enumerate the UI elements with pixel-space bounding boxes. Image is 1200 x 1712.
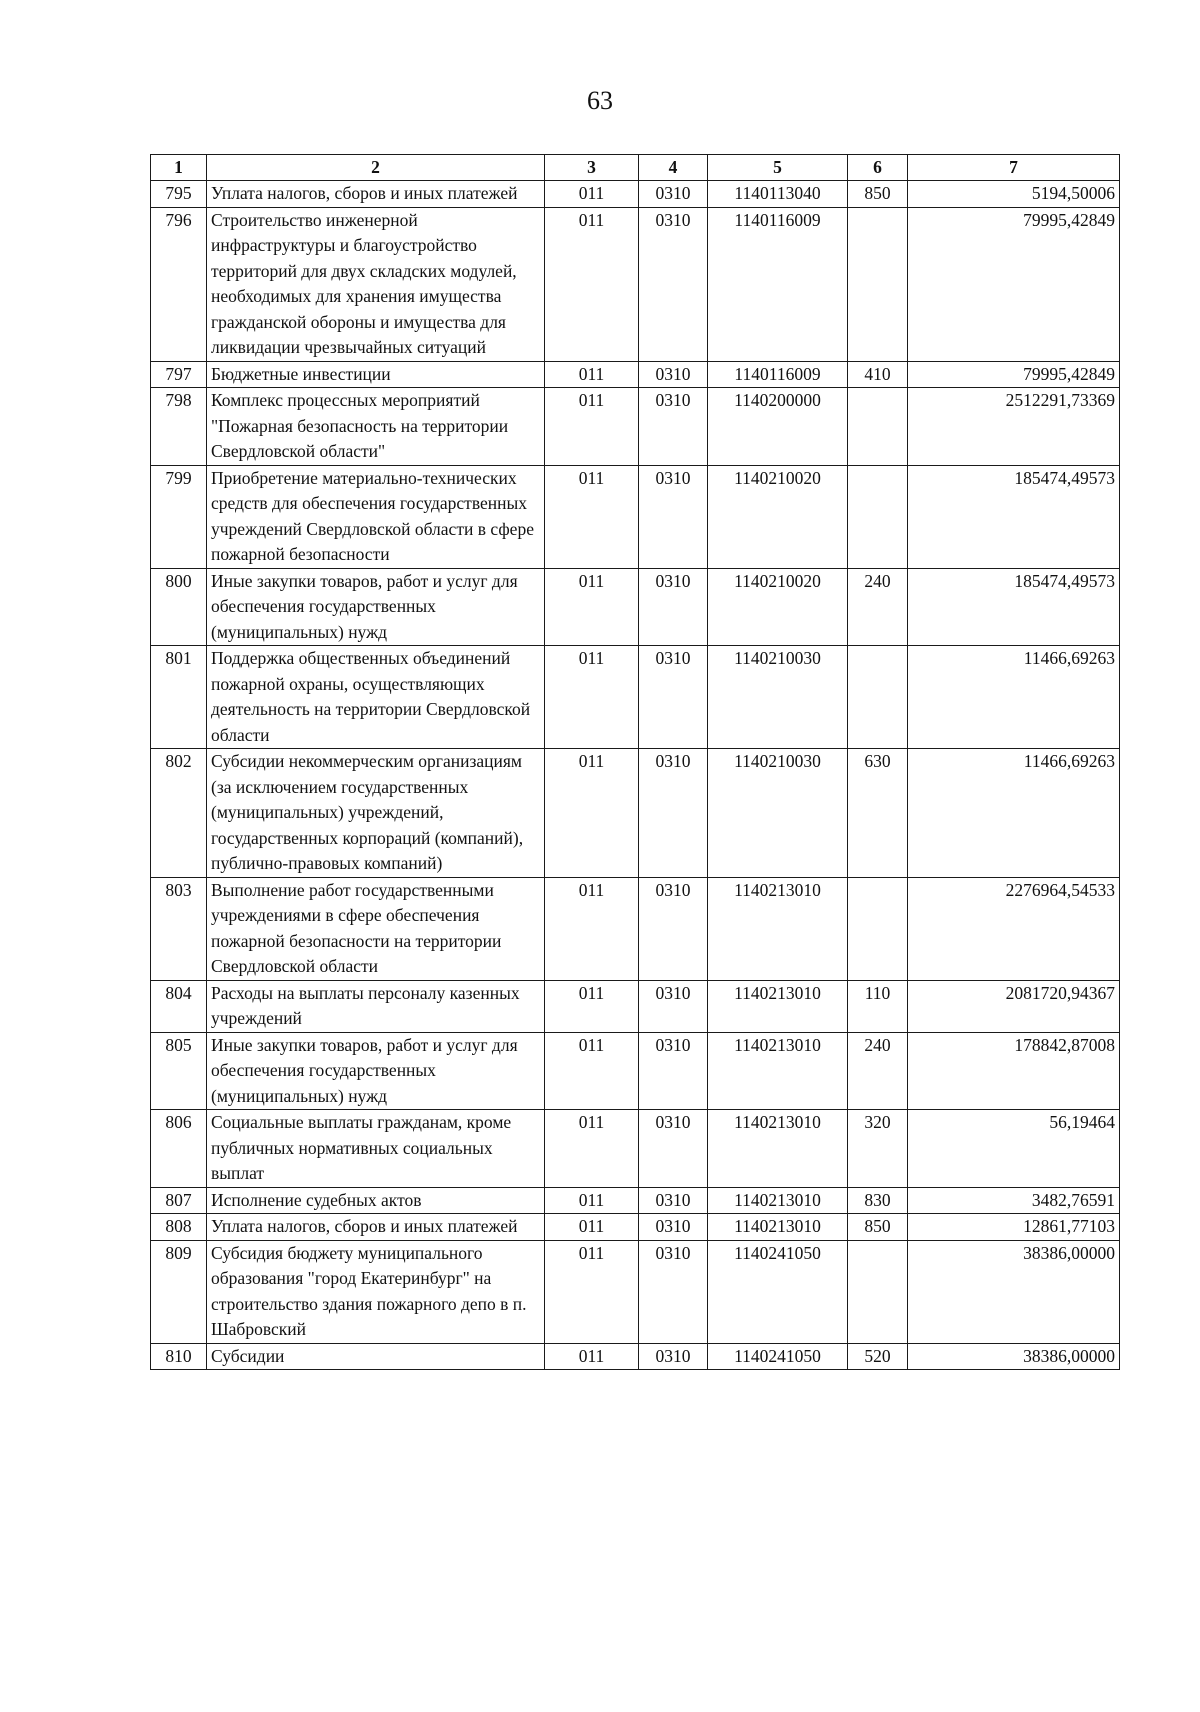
row-name: Исполнение судебных актов	[207, 1187, 545, 1214]
ministry-code: 011	[545, 207, 639, 361]
table-row	[151, 646, 1120, 749]
section-code: 0310	[639, 877, 708, 980]
amount: 2081720,94367	[908, 980, 1120, 1032]
expense-type-code: 520	[848, 1343, 908, 1370]
expense-type-code: 110	[848, 980, 908, 1032]
section-code: 0310	[639, 1240, 708, 1343]
header-col-5: 5	[708, 155, 848, 181]
row-number: 805	[151, 1032, 207, 1110]
amount: 11466,69263	[908, 749, 1120, 878]
header-row	[151, 155, 1120, 181]
ministry-code: 011	[545, 1240, 639, 1343]
target-code: 1140200000	[708, 388, 848, 466]
expense-type-code	[848, 465, 908, 568]
row-name: Иные закупки товаров, работ и услуг для обеспечения государственных (муниципальных) нужд	[207, 1032, 545, 1110]
amount: 56,19464	[908, 1110, 1120, 1188]
header-col-6: 6	[848, 155, 908, 181]
row-number: 795	[151, 181, 207, 208]
amount: 38386,00000	[908, 1240, 1120, 1343]
amount: 5194,50006	[908, 181, 1120, 208]
row-number: 796	[151, 207, 207, 361]
expense-type-code: 320	[848, 1110, 908, 1188]
section-code: 0310	[639, 361, 708, 388]
target-code: 1140213010	[708, 980, 848, 1032]
ministry-code: 011	[545, 181, 639, 208]
target-code: 1140116009	[708, 207, 848, 361]
page-number: 63	[587, 86, 613, 115]
expense-type-code: 410	[848, 361, 908, 388]
section-code: 0310	[639, 646, 708, 749]
target-code: 1140113040	[708, 181, 848, 208]
ministry-code: 011	[545, 749, 639, 878]
table-row	[151, 361, 1120, 388]
expense-type-code: 240	[848, 1032, 908, 1110]
amount: 2276964,54533	[908, 877, 1120, 980]
table-row	[151, 388, 1120, 466]
expense-type-code: 830	[848, 1187, 908, 1214]
expense-type-code: 850	[848, 1214, 908, 1241]
row-name: Комплекс процессных мероприятий "Пожарная безопасность на территории Свердловской области"	[207, 388, 545, 466]
section-code: 0310	[639, 207, 708, 361]
table-row	[151, 1187, 1120, 1214]
row-number: 801	[151, 646, 207, 749]
ministry-code: 011	[545, 1032, 639, 1110]
target-code: 1140213010	[708, 877, 848, 980]
amount: 185474,49573	[908, 465, 1120, 568]
row-name: Приобретение материально-технических средств для обеспечения государственных учреждений Свердловской области в сфере пожарной безопасности	[207, 465, 545, 568]
section-code: 0310	[639, 1187, 708, 1214]
section-code: 0310	[639, 465, 708, 568]
row-name: Субсидия бюджету муниципального образования "город Екатеринбург" на строительство здания пожарного депо в п. Шабровский	[207, 1240, 545, 1343]
ministry-code: 011	[545, 980, 639, 1032]
row-name: Социальные выплаты гражданам, кроме публичных нормативных социальных выплат	[207, 1110, 545, 1188]
expense-type-code	[848, 646, 908, 749]
row-number: 809	[151, 1240, 207, 1343]
section-code: 0310	[639, 1343, 708, 1370]
ministry-code: 011	[545, 361, 639, 388]
section-code: 0310	[639, 181, 708, 208]
row-number: 804	[151, 980, 207, 1032]
amount: 79995,42849	[908, 207, 1120, 361]
row-name: Выполнение работ государственными учреждениями в сфере обеспечения пожарной безопасности на территории Свердловской области	[207, 877, 545, 980]
table-row	[151, 1214, 1120, 1241]
ministry-code: 011	[545, 1110, 639, 1188]
table-row	[151, 1110, 1120, 1188]
expense-type-code	[848, 207, 908, 361]
row-number: 806	[151, 1110, 207, 1188]
expense-type-code: 850	[848, 181, 908, 208]
ministry-code: 011	[545, 465, 639, 568]
table-row	[151, 1343, 1120, 1370]
expense-type-code	[848, 1240, 908, 1343]
amount: 2512291,73369	[908, 388, 1120, 466]
amount: 185474,49573	[908, 568, 1120, 646]
ministry-code: 011	[545, 568, 639, 646]
row-name: Субсидии некоммерческим организациям (за исключением государственных (муниципальных) учреждений, государственных корпораций (компаний), публично-правовых компаний)	[207, 749, 545, 878]
ministry-code: 011	[545, 1187, 639, 1214]
section-code: 0310	[639, 568, 708, 646]
section-code: 0310	[639, 388, 708, 466]
table-row	[151, 568, 1120, 646]
target-code: 1140241050	[708, 1343, 848, 1370]
expense-type-code	[848, 388, 908, 466]
budget-table	[150, 154, 1120, 1370]
row-name: Уплата налогов, сборов и иных платежей	[207, 181, 545, 208]
target-code: 1140210020	[708, 568, 848, 646]
expense-type-code	[848, 877, 908, 980]
table-row	[151, 465, 1120, 568]
amount: 178842,87008	[908, 1032, 1120, 1110]
header-col-1: 1	[151, 155, 207, 181]
row-number: 797	[151, 361, 207, 388]
row-name: Иные закупки товаров, работ и услуг для обеспечения государственных (муниципальных) нужд	[207, 568, 545, 646]
amount: 3482,76591	[908, 1187, 1120, 1214]
row-name: Расходы на выплаты персоналу казенных учреждений	[207, 980, 545, 1032]
section-code: 0310	[639, 1214, 708, 1241]
row-name: Бюджетные инвестиции	[207, 361, 545, 388]
row-number: 810	[151, 1343, 207, 1370]
ministry-code: 011	[545, 1343, 639, 1370]
row-name: Поддержка общественных объединений пожарной охраны, осуществляющих деятельность на территории Свердловской области	[207, 646, 545, 749]
amount: 79995,42849	[908, 361, 1120, 388]
target-code: 1140213010	[708, 1214, 848, 1241]
table-row	[151, 1032, 1120, 1110]
table-row	[151, 207, 1120, 361]
table-row	[151, 980, 1120, 1032]
header-col-2: 2	[207, 155, 545, 181]
amount: 11466,69263	[908, 646, 1120, 749]
expense-type-code: 240	[848, 568, 908, 646]
header-col-4: 4	[639, 155, 708, 181]
target-code: 1140213010	[708, 1187, 848, 1214]
target-code: 1140116009	[708, 361, 848, 388]
row-number: 799	[151, 465, 207, 568]
row-number: 800	[151, 568, 207, 646]
row-number: 807	[151, 1187, 207, 1214]
row-name: Уплата налогов, сборов и иных платежей	[207, 1214, 545, 1241]
amount: 38386,00000	[908, 1343, 1120, 1370]
section-code: 0310	[639, 1110, 708, 1188]
target-code: 1140241050	[708, 1240, 848, 1343]
table-row	[151, 1240, 1120, 1343]
target-code: 1140213010	[708, 1032, 848, 1110]
amount: 12861,77103	[908, 1214, 1120, 1241]
ministry-code: 011	[545, 1214, 639, 1241]
header-col-3: 3	[545, 155, 639, 181]
table-row	[151, 181, 1120, 208]
row-number: 798	[151, 388, 207, 466]
row-name: Строительство инженерной инфраструктуры и благоустройство территорий для двух складских модулей, необходимых для хранения имущества гражданской обороны и имущества для ликвидации чрезвычайных ситуаций	[207, 207, 545, 361]
expense-type-code: 630	[848, 749, 908, 878]
target-code: 1140210030	[708, 646, 848, 749]
table-row	[151, 877, 1120, 980]
ministry-code: 011	[545, 646, 639, 749]
header-col-7: 7	[908, 155, 1120, 181]
section-code: 0310	[639, 749, 708, 878]
target-code: 1140213010	[708, 1110, 848, 1188]
section-code: 0310	[639, 1032, 708, 1110]
row-number: 808	[151, 1214, 207, 1241]
ministry-code: 011	[545, 877, 639, 980]
row-number: 802	[151, 749, 207, 878]
target-code: 1140210030	[708, 749, 848, 878]
row-number: 803	[151, 877, 207, 980]
table-row	[151, 749, 1120, 878]
row-name: Субсидии	[207, 1343, 545, 1370]
target-code: 1140210020	[708, 465, 848, 568]
ministry-code: 011	[545, 388, 639, 466]
section-code: 0310	[639, 980, 708, 1032]
